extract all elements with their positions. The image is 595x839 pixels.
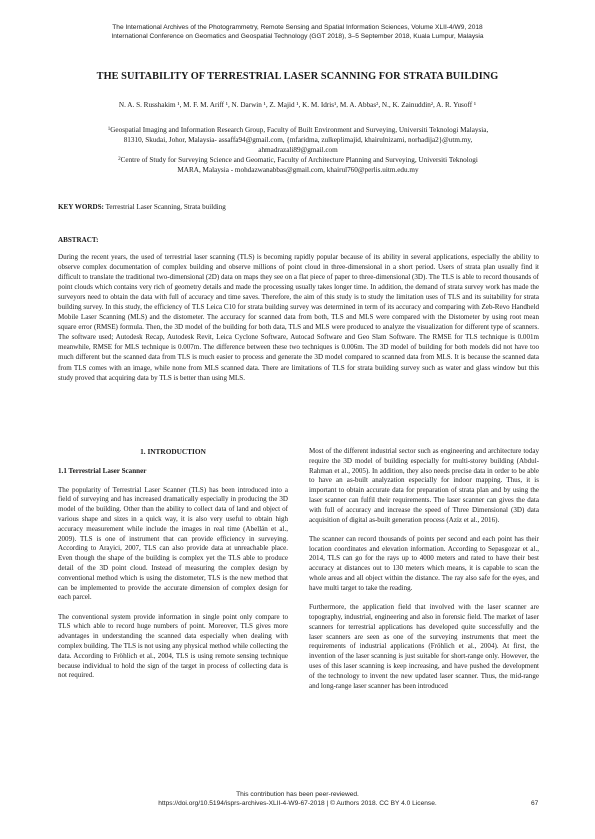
paper-title: THE SUITABILITY OF TERRESTRIAL LASER SCANNING FOR STRATA BUILDING <box>96 71 499 82</box>
page-number: 67 <box>531 800 539 807</box>
left-column <box>58 447 288 691</box>
paragraph: The conventional system provide information in single point only compare to TLS which able to record huge numbers of point. Moreover, TLS gives more advantages in understanding the scanned data especially when dealing with complex building. The TLS is not using any physical method while collecting the data. According to Fröhlich et al., 2004, TLS is using remote sensing technique because individual to hold the sign of the target in process of collecting data is not required. <box>58 612 288 680</box>
paragraph: Most of the different industrial sector such as engineering and architecture today require the 3D model of building especially for multi-storey building (Abdul-Rahman et al., 2005). In addition, they also needs precise data in order to be able to have an as-built analyzation especially for indoor mapping. Thus, it is important to obtain accurate data for preparation of strata plan and by using the laser scanner can fulfil their requirements. The laser scanner can gives the data with full of accuracy and increase the speed of Three Dimensional (3D) data acquisition of digital as-built generation process (Aziz et al., 2016). <box>309 447 539 524</box>
running-header <box>40 24 555 41</box>
peer-review-note: This contribution has been peer-reviewed. <box>236 791 359 798</box>
doi-license-line: https://doi.org/10.5194/isprs-archives-XLII-4-W9-67-2018 | © Authors 2018. CC BY 4.0 License. <box>158 799 437 807</box>
page-footer <box>40 791 555 808</box>
affiliation-1-line-1: Geospatial Imaging and Information Research Group, Faculty of Built Environment and Surveying, Universiti Teknologi Malaysia, <box>110 126 489 134</box>
paragraph: The popularity of Terrestrial Laser Scanner (TLS) has been introduced into a field of surveying and has increased dramatically especially in producing the 3D model of the building. Other than the ability to collect data of land and object of various shape and sizes in a quick way, it is also very useful to obtain high accuracy measurement while include the images in real time (Abellán et al., 2009). TLS is one of instrument that can provide efficiency in surveying. According to Arayici, 2007, TLS can also provide data at unreachable place. Even though the shape of the building is complex yet the TLS able to produce detail of the 3D point cloud. Instead of measuring the complex design by conventional method which is using the distometer, TLS is the new method that can be implemented to provide the accurate dimension of complex design for each parcel. <box>58 485 288 602</box>
author-list: N. A. S. Russhakim ¹, M. F. M. Ariff ¹, N. Darwin ¹, Z. Majid ¹, K. M. Idris¹, M. A. Abbas², N., K. Zainuddin², A. R. Yusoff ¹ <box>118 101 477 109</box>
keywords <box>58 203 538 212</box>
abstract-heading: ABSTRACT: <box>58 236 99 244</box>
keywords-label: KEY WORDS: <box>58 203 104 211</box>
abstract-text: During the recent years, the used of terrestrial laser scanning (TLS) is becoming rapidly popular because of its ability in several applications, especially the ability to observe complex documentation of complex building and observe millions of point cloud in three-dimensional in a short period. Users of strata plan usually find it difficult to translate the traditional two-dimensional (2D) data on maps they see on a flat piece of paper to three-dimensional (3D). The TLS is able to record thousands of point clouds which contains very rich of geometry details and made the processing usually takes longer time. In addition, the demand of strata survey work has made the surveyors need to obtain the data with full of accuracy and time saves. Therefore, the aim of this study is to study the limitation uses of TLS and its suitability for strata building survey. In this study, the efficiency of TLS Leica C10 for strata building survey was determined in term of its accuracy and comparing with Zeb-Revo Handheld Mobile Laser Scanning (MLS) and the distometer. The accuracy for scanned data from both, TLS and MLS were compared with the Distometer by using root mean square error (RMSE) formula. Then, the 3D model of the building for both data, TLS and MLS were produced to analyze the visualization for different type of scanners. The software used; Autodesk Recap, Autodesk Revit, Leica Cyclone Software, Autocad Software and Geo Slam Software. The RMSE for TLS technique is 0.001m meanwhile, RMSE for MLS technique is 0.007m. The difference between these two techniques is 0.006m. The 3D model of building for both models did not have too much different but the scanned data from TLS is much easier to process and generate the 3D model compared to scanned data from MLS. It is because the scanned data from TLS comes with an image, while none from MLS scanned data. There are limitations of TLS for strata building survey such as water and glass window but this study proved that acquiring data by TLS is better than using MLS. <box>58 253 539 382</box>
affiliation-2-marker: 2 <box>118 157 121 163</box>
header-line-conference: International Conference on Geomatics and Geospatial Technology (GGT 2018), 3–5 September 2018, Kuala Lumpur, Malaysia <box>111 32 484 40</box>
paragraph: Furthermore, the application field that involved with the laser scanner are topography, industrial, engineering and also in forensic field. The market of laser scanners for terrestrial applications has developed quite successfully and the laser scanners are seen as one of the surveying instruments that meet the requirements of industrial applications (Fröhlich et al., 2004). At first, the invention of the laser scanning is just suitable for short-range only. However, the uses of this laser scanning is keep increasing, and have pushed the development of the technology to invent the new updated laser scanner. Thus, the mid-range and long-range laser scanner has been introduced <box>309 603 539 690</box>
right-column <box>309 447 539 701</box>
affiliations <box>58 125 538 176</box>
paragraph: The scanner can record thousands of points per second and each point has their location coordinates and elevation information. According to Sepasgozar et al., 2014, TLS can go for the rays up to 4000 meters and rated to have their best accuracy at distances out to 130 meters which means, it is capable to scan the whole areas and all object within the distance. The ray also safe for the eyes, and have multi target to take the reading. <box>309 534 539 592</box>
subsection-heading-tls: 1.1 Terrestrial Laser Scanner <box>58 466 147 475</box>
section-heading-introduction: 1. INTRODUCTION <box>140 447 206 456</box>
affiliation-2-line-2: MARA, Malaysia - mohdazwanabbas@gmail.com, khairul760@perlis.uitm.edu.my <box>177 166 419 175</box>
keywords-text: Terrestrial Laser Scanning, Strata building <box>103 203 226 211</box>
affiliation-1-line-2: 81310, Skudai, Johor, Malaysia- assaffa94@gmail.com, {mfaridma, zulkeplimajid, khairulnizami, norhadija2}@utm.my, <box>123 135 473 144</box>
affiliation-1-line-3: ahmadrazali89@gmail.com <box>258 145 338 154</box>
affiliation-1 <box>58 125 538 136</box>
header-line-volume: The International Archives of the Photogrammetry, Remote Sensing and Spatial Information Sciences, Volume XLII-4/W9, 2018 <box>112 24 483 31</box>
affiliation-2-line-1: Centre of Study for Surveying Science and Geomatic, Faculty of Architecture Planning and Surveying, Universiti Teknologi <box>120 156 478 165</box>
affiliation-1-marker: 1 <box>107 127 111 132</box>
affiliation-2 <box>58 155 538 166</box>
